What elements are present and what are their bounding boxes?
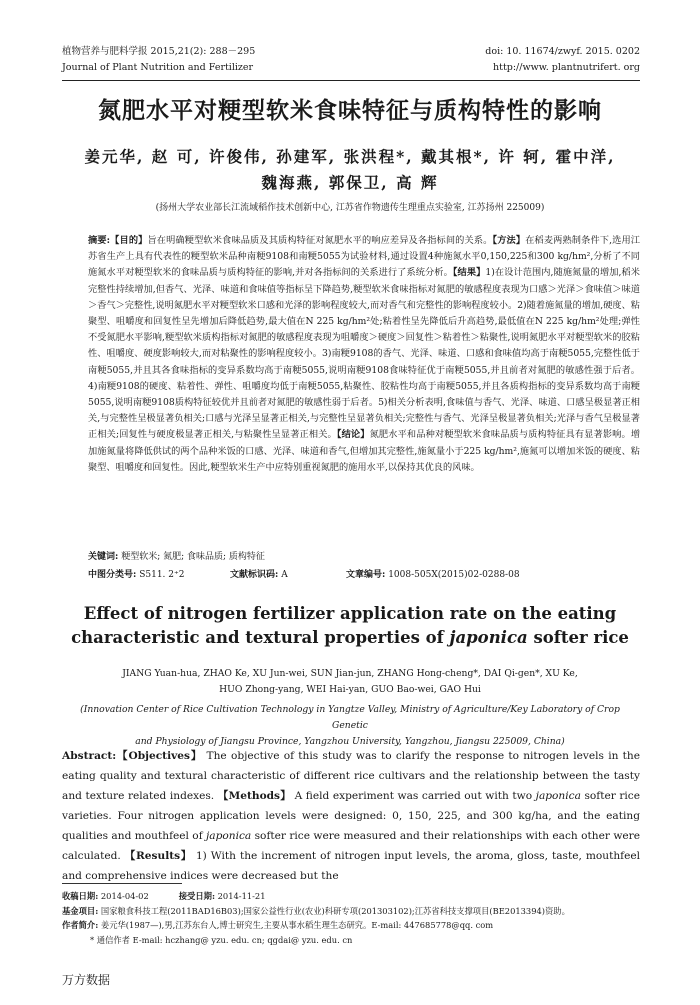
results-tag-en: 【Results】 [124, 850, 192, 862]
corresponding-row: * 通信作者 E-mail: hczhang@ yzu. edu. cn; qgdai@ yzu. edu. cn [90, 934, 353, 945]
conclusion-cn: 氮肥水平和品种对粳型软米食味品质与质构特征具有显著影响。增加施氮量将降低供试的两个品种米饭的口感、光泽、味道和香气,但增加其完整性,施氮量小于225 kg/hm²,施氮可以增加米饭的硬度、粘聚型、咀嚼度和回复性。因此,粳型软米生产中应特别重视氮肥的施用水平,以保持其优良的风味。 [88, 429, 641, 473]
journal-name-en: Journal of Plant Nutrition and Fertilizer [62, 62, 254, 73]
title-en-line2 [0, 626, 700, 650]
methods-en-italic2: japonica [206, 830, 252, 842]
conclusion-tag-cn: 【结论】 [336, 429, 370, 441]
authors-cn-line1: 姜元华, 赵 可, 许俊伟, 孙建军, 张洪程*, 戴其根*, 许 轲, 霍中洋, [84, 147, 616, 166]
running-header [62, 44, 640, 84]
clc-number [88, 567, 184, 580]
authors-en-line1: JIANG Yuan-hua, ZHAO Ke, XU Jun-wei, SUN Jian-jun, ZHANG Hong-cheng*, DAI Qi-gen*, XU Ke, [122, 668, 578, 679]
affiliation-en-line2: and Physiology of Jiangsu Province, Yangzhou University, Yangzhou, Jiangsu 225009, China) [135, 736, 565, 747]
clc-label: 中图分类号: [88, 570, 137, 580]
affiliation-en [70, 702, 630, 750]
method-tag-cn: 【方法】 [492, 235, 526, 246]
title-en-line2-post: softer rice [527, 628, 629, 647]
keywords-text: 粳型软米; 氮肥; 食味品质; 质构特征 [121, 552, 265, 562]
doc-value: A [281, 570, 288, 580]
keywords-label: 关键词: [88, 552, 119, 562]
title-en-line1: Effect of nitrogen fertilizer application rate on the eating [83, 604, 617, 623]
methods-en-c: softer rice were measured and their relationships with each other were calculated. [62, 830, 640, 862]
fund-text: 国家粮食科技工程(2011BAD16B03);国家公益性行业(农业)科研专项(201303102);江苏省科技支撑项目(BE2013394)资助。 [100, 905, 570, 916]
title-cn: 氮肥水平对粳型软米食味特征与质构特性的影响 [98, 98, 602, 124]
authors-en [70, 666, 630, 698]
affiliation-en-line1: (Innovation Center of Rice Cultivation Technology in Yangtze Valley, Ministry of Agriculture/Key Laboratory of Crop Genetic [80, 704, 620, 731]
objectives-tag-en: 【Objectives】 [116, 750, 203, 762]
article-label: 文章编号: [346, 570, 386, 580]
method-cn: 在稻麦两熟制条件下,选用江苏省生产上具有代表性的粳型软米品种南粳9108和南粳5055为试验材料,通过设置4种施氮水平0,150,225和300 kg/hm²,分析了不同施氮水平对粳型软米的食味品质与质构特征的影响,并对各指标间的关系进行了系统分析。 [88, 235, 640, 279]
author-bio-label: 作者简介: [62, 920, 99, 930]
accepted-date: 2014-11-21 [217, 891, 266, 901]
objective-tag-cn: 【目的】 [110, 235, 148, 246]
objective-cn: 旨在明确粳型软米食味品质及其质构特征对氮肥水平的响应差异及各指标间的关系。 [147, 235, 493, 246]
title-en [0, 602, 700, 650]
result-tag-cn: 【结果】 [452, 267, 486, 279]
author-bio-row [62, 918, 652, 933]
journal-citation-cn: 植物营养与肥料学报 2015,21(2): 288－295 [62, 46, 256, 57]
methods-tag-en: 【Methods】 [217, 790, 291, 802]
abstract-cn [88, 233, 640, 476]
objectives-en: The objective of this study was to clarify the response to nitrogen levels in the eating quality and textural characteristic of different rice cultivars and the relationship between the tasty and texture related indexes. [62, 750, 641, 802]
methods-en-a: A field experiment was carried out with two [294, 790, 536, 802]
affiliation-cn: (扬州大学农业部长江流域稻作技术创新中心, 江苏省作物遗传生理重点实验室, 江苏扬州 225009) [155, 203, 545, 213]
title-en-italic: japonica [449, 628, 528, 647]
received-date: 2014-04-02 [100, 891, 149, 901]
accepted-label: 接受日期: [178, 891, 216, 901]
dates-row [62, 889, 652, 904]
clc-value: S511. 2⁺2 [139, 570, 185, 580]
fund-row [62, 904, 652, 919]
article-number [346, 567, 520, 580]
article-value: 1008-505X(2015)02-0288-08 [388, 570, 520, 580]
footnote-rule [62, 883, 182, 884]
results-en: 1) With the increment of nitrogen input levels, the aroma, gloss, taste, mouthfeel and comprehensive indices were decreased but the [62, 850, 641, 882]
received-label: 收稿日期: [62, 891, 99, 901]
result-cn: 1)在设计范围内,随施氮量的增加,稻米完整性持续增加,但香气、光泽、味道和食味值等指标呈下降趋势,粳型软米食味指标对氮肥的敏感程度表现为口感＞光泽＞食味值＞味道＞香气＞完整性,说明氮肥水平对粳型软米口感和光泽的影响程度较大,而对香气和完整性的影响程度较小。2)随着施氮量的增加,硬度、粘聚型、咀嚼度和回复性呈先增加后降低趋势,最大值在N 225 kg/hm²处;粘着性呈先降低后升高趋势,最低值在N 225 kg/hm²处理;弹性不受氮肥水平影响,粳型软米质构指标对氮肥的敏感程度表现为咀嚼度＞硬度＞回复性＞粘着性＞粘聚性,说明氮肥水平对粳型软米的胶粘性、咀嚼度、硬度影响较大,而对粘聚性的影响程度较小。3)南粳9108的香气、光泽、味道、口感和食味值均高于南粳5055,完整性低于南粳5055,并且其各食味指标的变异系数均高于南粳5055,说明南粳9108食味特征优于南粳5055,并且前者对氮肥的敏感性强于后者。4)南粳9108的硬度、粘着性、弹性、咀嚼度均低于南粳5055,粘聚性、胶粘性均高于南粳5055,并且各质构指标的变异系数均高于南粳5055,说明南粳9108质构特征较优并且前者对氮肥的敏感性弱于后者。5)相关分析表明,食味值与香气、光泽、味道、口感呈极显著正相关,与完整性呈极显著负相关;口感与光泽呈显著正相关,与完整性呈显著负相关;完整性与香气、光泽呈极显著负相关;光泽与香气呈极显著正相关;回复性与硬度极显著正相关,与粘聚性呈显著正相关。 [88, 267, 640, 441]
methods-en-italic1: japonica [535, 790, 581, 802]
abstract-en-label: Abstract: [62, 750, 117, 762]
authors-cn-line2: 魏海燕, 郭保卫, 高 辉 [261, 173, 439, 192]
journal-url[interactable]: http://www. plantnutrifert. org [493, 62, 640, 73]
doc-label: 文献标识码: [230, 570, 279, 580]
authors-cn [70, 144, 630, 196]
abstract-cn-label: 摘要: [88, 235, 111, 246]
header-rule [62, 80, 640, 81]
doi: doi: 10. 11674/zwyf. 2015. 0202 [485, 46, 640, 57]
authors-en-line2: HUO Zhong-yang, WEI Hai-yan, GUO Bao-wei, GAO Hui [219, 684, 481, 695]
footnotes [62, 889, 652, 947]
keywords-cn [88, 549, 640, 562]
author-bio-text: 姜元华(1987—),男,江苏东台人,博士研究生,主要从事水稻生理生态研究。E-mail: 447685778@qq. com [100, 920, 494, 930]
title-en-line2-pre: characteristic and textural properties of [71, 628, 450, 647]
fund-label: 基金项目: [62, 905, 99, 916]
watermark: 万方数据 [62, 973, 111, 987]
methods-en-b: softer rice varieties. Four nitrogen application levels were designed: 0, 150, 225, and 300 kg/ha, and the eating qualities and mouthfeel of [62, 790, 641, 842]
abstract-en [62, 746, 640, 886]
doc-code [230, 567, 288, 580]
